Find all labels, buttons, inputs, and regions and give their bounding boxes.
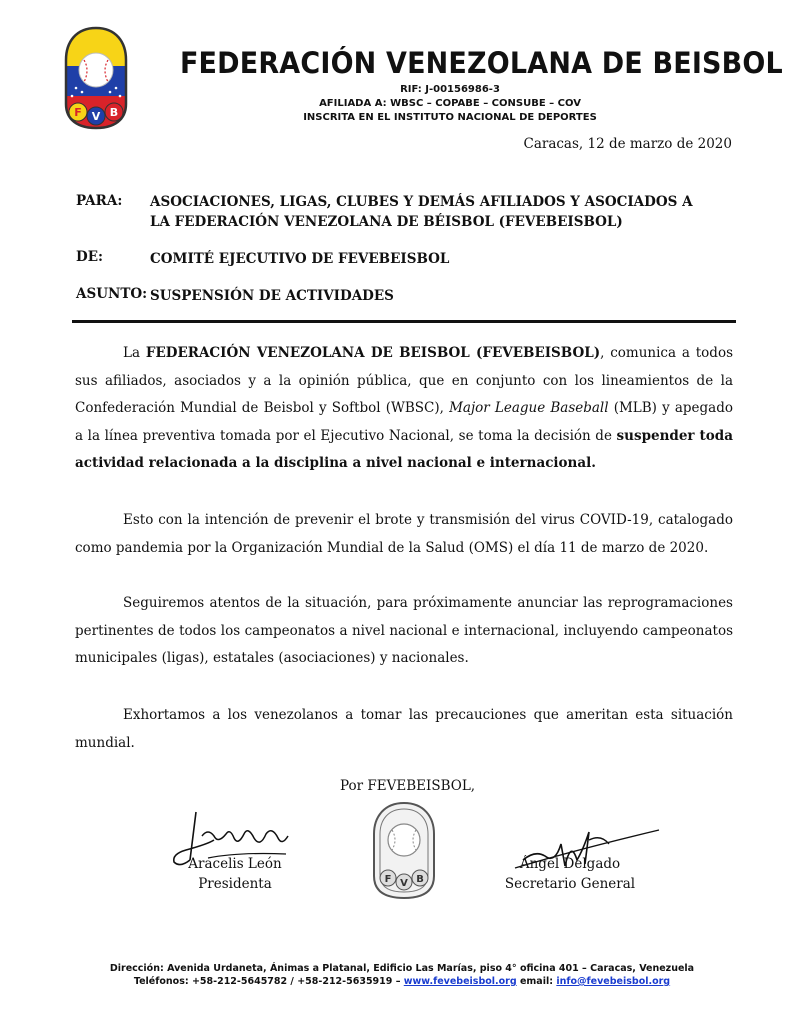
svg-text:B: B — [416, 874, 424, 885]
footer-email-label: email: — [516, 976, 557, 987]
body-paragraph-4: Exhortamos a los venezolanos a tomar las precauciones que ameritan esta situación mundial. — [75, 707, 733, 751]
signatory-2-name: Ángel Delgado — [519, 856, 621, 872]
svg-text:V: V — [400, 878, 408, 889]
body-paragraph-1: La FEDERACIÓN VENEZOLANA DE BEISBOL (FEVEBEISBOL), comunica a todos sus afiliados, asociados y a la opinión pública, que en conjunto con los lineamientos de la Confederación Mundial de Beisbol y Softbol (WBSC), Major League Baseball (MLB) y apegado a la línea preventiva tomada por el Ejecutivo Nacional, se toma la decisión de suspender toda actividad relacionada a la disciplina a nivel nacional e internacional. — [75, 345, 734, 471]
signatory-1-role: Presidenta — [198, 876, 272, 892]
fvb-logo — [62, 26, 130, 130]
document-date: Caracas, 12 de marzo de 2020 — [523, 136, 732, 152]
body-paragraph-3: Seguiremos atentos de la situación, para próximamente anunciar las reprogramaciones pertinentes de todos los campeonatos a nivel nacional e internacional, incluyendo campeonatos municipales (ligas), estatales (asociaciones) y nacionales. — [75, 595, 733, 666]
registration-line: INSCRITA EN EL INSTITUTO NACIONAL DE DEPORTES — [303, 112, 597, 123]
org-title: FEDERACIÓN VENEZOLANA DE BEISBOL — [179, 46, 783, 80]
footer-address: Dirección: Avenida Urdaneta, Ánimas a Platanal, Edificio Las Marías, piso 4° oficina 401 – Caracas, Venezuela — [109, 963, 695, 974]
para-value: ASOCIACIONES, LIGAS, CLUBES Y DEMÁS AFILIADOS Y ASOCIADOS A LA FEDERACIÓN VENEZOLANA DE BÉISBOL (FEVEBEISBOL) — [150, 194, 693, 230]
de-label: DE: — [76, 249, 103, 265]
signatory-1-name: Aracelis León — [188, 856, 282, 872]
de-value: COMITÉ EJECUTIVO DE FEVEBEISBOL — [150, 251, 450, 267]
rif-line: RIF: J-00156986-3 — [400, 84, 500, 95]
affiliation-line: AFILIADA A: WBSC – COPABE – CONSUBE – COV — [319, 98, 581, 109]
footer-phones: Teléfonos: +58-212-5645782 / +58-212-5635919 – — [133, 976, 404, 987]
header-divider — [72, 320, 736, 323]
website-link[interactable]: www.fevebeisbol.org — [403, 976, 517, 987]
email-link[interactable]: info@fevebeisbol.org — [556, 976, 671, 987]
svg-text:B: B — [109, 106, 119, 119]
para-label: PARA: — [76, 193, 123, 209]
closing-line: Por FEVEBEISBOL, — [340, 778, 476, 794]
signatory-2-role: Secretario General — [504, 876, 636, 892]
svg-text:V: V — [91, 110, 101, 123]
asunto-value: SUSPENSIÓN DE ACTIVIDADES — [150, 288, 394, 304]
svg-text:F: F — [74, 106, 82, 119]
svg-text:F: F — [384, 874, 392, 885]
fvb-seal — [368, 800, 440, 900]
footer-contact — [60, 976, 744, 987]
asunto-label: ASUNTO: — [76, 286, 148, 302]
body-paragraph-2: Esto con la intención de prevenir el brote y transmisión del virus COVID-19, catalogado como pandemia por la Organización Mundial de la Salud (OMS) el día 11 de marzo de 2020. — [75, 512, 733, 556]
